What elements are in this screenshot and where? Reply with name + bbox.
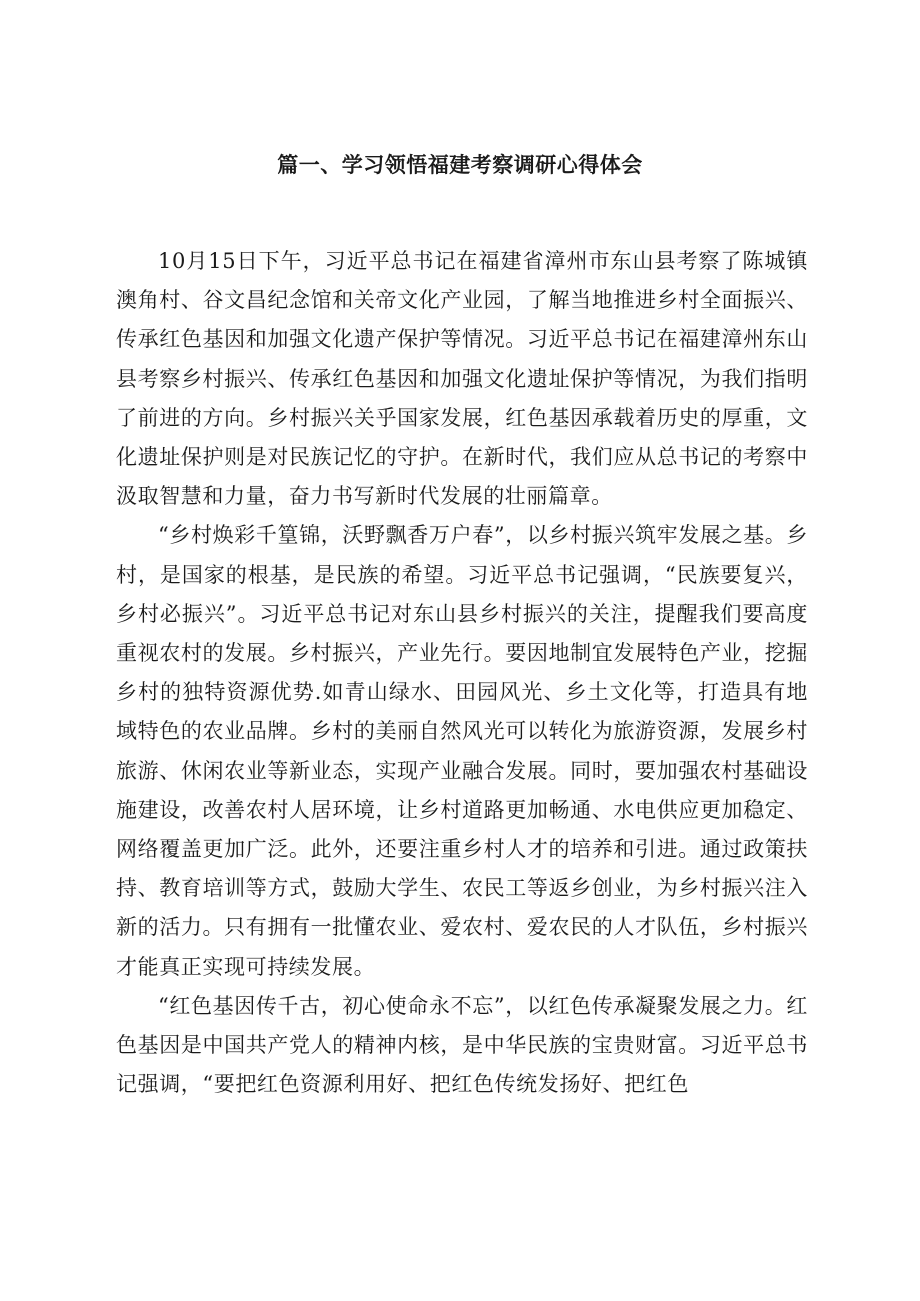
document-body <box>116 242 808 1104</box>
paragraph-3: “红色基因传千古，初心使命永不忘”，以红色传承凝聚发展之力。红色基因是中国共产党人的精神内核，是中华民族的宝贵财富。习近平总书记强调，“要把红色资源利用好、把红色传统发扬好、把红色 <box>116 993 808 1097</box>
paragraph-2: “乡村焕彩千篁锦，沃野飘香万户春”，以乡村振兴筑牢发展之基。乡村，是国家的根基，是民族的希望。习近平总书记强调，“民族要复兴，乡村必振兴”。习近平总书记对东山县乡村振兴的关注，提醒我们要高度重视农村的发展。乡村振兴，产业先行。要因地制宜发展特色产业，挖掘乡村的独特资源优势.如青山绿水、田园风光、乡土文化等，打造具有地域特色的农业品牌。乡村的美丽自然风光可以转化为旅游资源，发展乡村旅游、休闲农业等新业态，实现产业融合发展。同时，要加强农村基础设施建设，改善农村人居环境，让乡村道路更加畅通、水电供应更加稳定、网络覆盖更加广泛。此外，还要注重乡村人才的培养和引进。通过政策扶持、教育培训等方式，鼓励大学生、农民工等返乡创业，为乡村振兴注入新的活力。只有拥有一批懂农业、爱农村、爱农民的人才队伍，乡村振兴才能真正实现可持续发展。 <box>116 523 808 979</box>
paragraph-1: 10月15日下午，习近平总书记在福建省漳州市东山县考察了陈城镇澳角村、谷文昌纪念馆和关帝文化产业园，了解当地推进乡村全面振兴、传承红色基因和加强文化遗产保护等情况。习近平总书记在福建漳州东山县考察乡村振兴、传承红色基因和加强文化遗址保护等情况，为我们指明了前进的方向。乡村振兴关乎国家发展，红色基因承载着历史的厚重，文化遗址保护则是对民族记忆的守护。在新时代，我们应从总书记的考察中汲取智慧和力量，奋力书写新时代发展的壮丽篇章。 <box>116 249 808 509</box>
document-title: 篇一、学习领悟福建考察调研心得体会 <box>277 153 643 177</box>
